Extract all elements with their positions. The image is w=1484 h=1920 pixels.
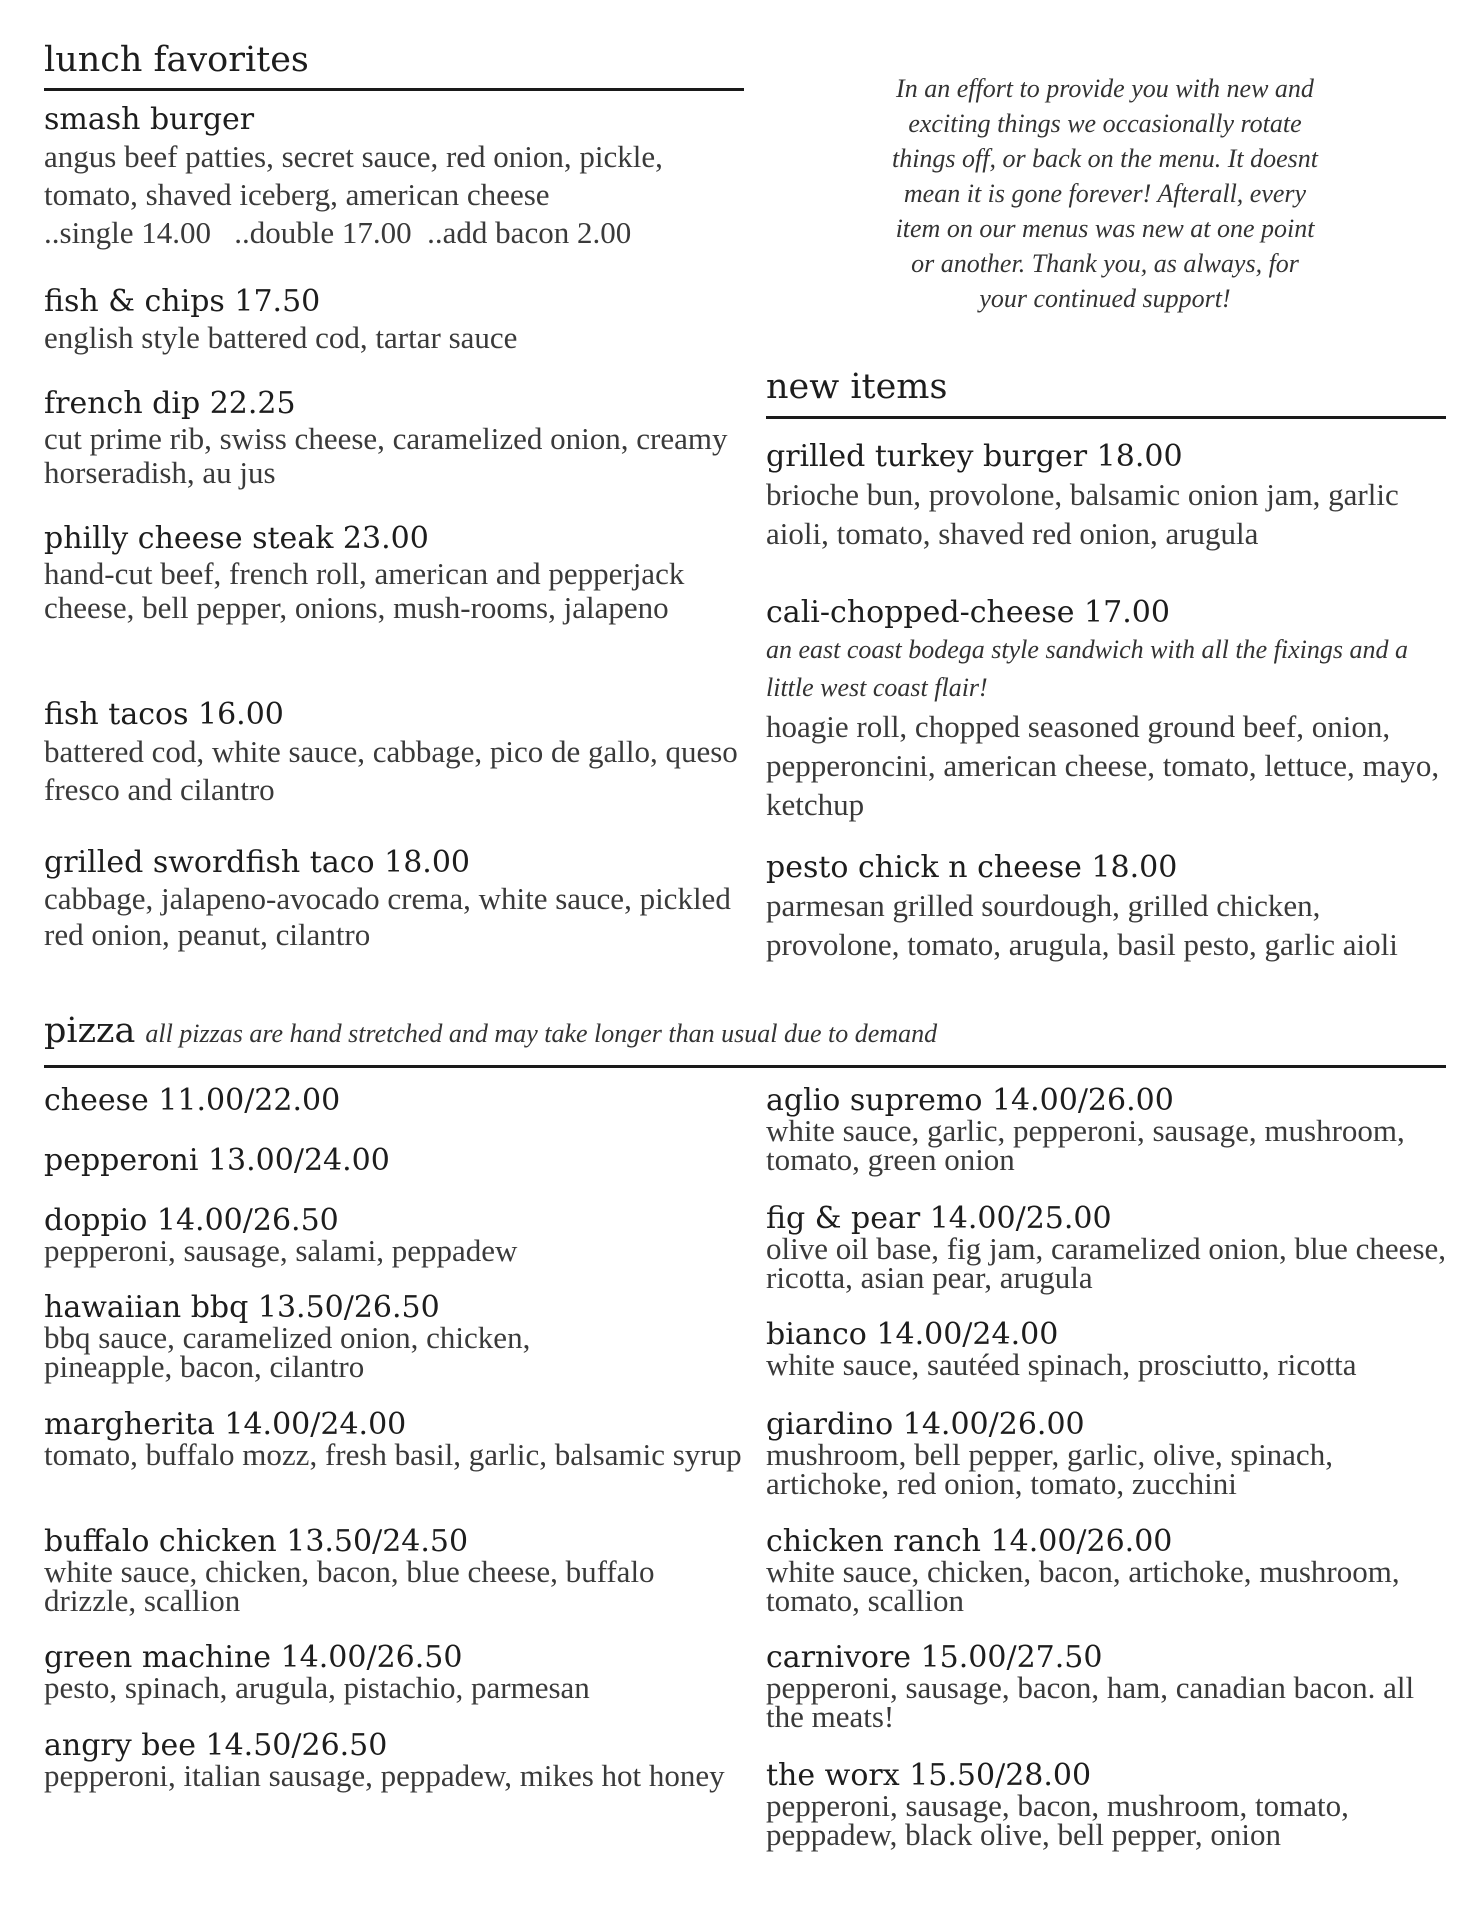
- item-desc: tomato, buffalo mozz, fresh basil, garlic, balsamic syrup: [44, 1437, 742, 1472]
- item-name: french dip 22.25: [44, 386, 296, 421]
- item-desc: hand-cut beef, french roll, american and pepperjack cheese, bell pepper, onions, mush-rooms, jalapeno: [44, 556, 685, 625]
- lunch-title-rule: [44, 88, 744, 91]
- item-desc: pepperoni, italian sausage, peppadew, mikes hot honey: [44, 1758, 725, 1793]
- pizza-item-doppio: [44, 1203, 744, 1268]
- item-desc: parmesan grilled sourdough, grilled chicken, provolone, tomato, arugula, basil pesto, garlic aioli: [766, 888, 1398, 962]
- item-desc: pesto, spinach, arugula, pistachio, parmesan: [44, 1670, 590, 1705]
- item-name: carnivore 15.00/27.50: [766, 1640, 1103, 1675]
- rotation-notice: In an effort to provide you with new and exciting things we occasionally rotate things off, or back on the menu. It doesnt mean it is gone forever! Afterall, every item on our menus was new at one point or another. Thank you, as always, for your continued support!: [891, 74, 1319, 313]
- item-desc: battered cod, white sauce, cabbage, pico de gallo, queso fresco and cilantro: [44, 734, 738, 807]
- pizza-item-giardino: [766, 1407, 1456, 1501]
- pizza-item-bianco: [766, 1317, 1466, 1382]
- menu-item-fish-chips: [44, 284, 744, 356]
- item-name: bianco 14.00/24.00: [766, 1317, 1059, 1352]
- new-items-title-rule: [766, 416, 1446, 419]
- pizza-item-fig-pear: [766, 1201, 1456, 1295]
- menu-item-grilled-turkey-burger: [766, 439, 1456, 553]
- pizza-item-pepperoni: [44, 1143, 744, 1178]
- item-note: an east coast bodega style sandwich with all the fixings and a little west coast flair!: [766, 635, 1409, 702]
- item-desc: angus beef patties, secret sauce, red onion, pickle, tomato, shaved iceberg, american cheese: [44, 139, 663, 212]
- item-prices: ..single 14.00 ..double 17.00 ..add bacon 2.00: [44, 215, 632, 250]
- menu-item-fish-tacos: [44, 697, 744, 809]
- pizza-item-cheese: [44, 1083, 744, 1118]
- pizza-header: [44, 1011, 938, 1051]
- item-desc: white sauce, sautéed spinach, prosciutto, ricotta: [766, 1347, 1357, 1382]
- item-desc: cabbage, jalapeno-avocado crema, white sauce, pickled red onion, peanut, cilantro: [44, 881, 731, 952]
- pizza-item-chicken-ranch: [766, 1524, 1446, 1618]
- item-desc: pepperoni, sausage, salami, peppadew: [44, 1233, 518, 1268]
- pizza-section-title: pizza: [44, 1011, 136, 1051]
- new-items-section-title: new items: [766, 367, 948, 407]
- item-desc: pepperoni, sausage, bacon, mushroom, tomato, peppadew, black olive, bell pepper, onion: [766, 1788, 1349, 1852]
- pizza-item-aglio-supremo: [766, 1083, 1456, 1177]
- item-desc: english style battered cod, tartar sauce: [44, 320, 518, 355]
- item-desc: white sauce, garlic, pepperoni, sausage, mushroom, tomato, green onion: [766, 1113, 1405, 1177]
- item-name: giardino 14.00/26.00: [766, 1407, 1085, 1442]
- menu-item-philly-cheese-steak: [44, 521, 744, 625]
- item-desc: olive oil base, fig jam, caramelized onion, blue cheese, ricotta, asian pear, arugula: [766, 1231, 1447, 1295]
- item-name: cali-chopped-cheese 17.00: [766, 595, 1170, 630]
- pizza-note: all pizzas are hand stretched and may take longer than usual due to demand: [145, 1019, 938, 1048]
- lunch-section-title: lunch favorites: [44, 40, 309, 80]
- item-name: fig & pear 14.00/25.00: [766, 1201, 1112, 1236]
- item-name: green machine 14.00/26.50: [44, 1640, 463, 1675]
- item-name: fish & chips 17.50: [44, 284, 321, 319]
- item-name: philly cheese steak 23.00: [44, 521, 429, 556]
- menu-item-grilled-swordfish-taco: [44, 845, 744, 953]
- item-name: grilled swordfish taco 18.00: [44, 845, 470, 880]
- pizza-item-carnivore: [766, 1640, 1456, 1734]
- item-name: buffalo chicken 13.50/24.50: [44, 1524, 469, 1559]
- pizza-item-angry-bee: [44, 1728, 744, 1793]
- pizza-item-hawaiian-bbq: [44, 1290, 664, 1384]
- pizza-item-margherita: [44, 1407, 744, 1472]
- item-name: fish tacos 16.00: [44, 697, 284, 732]
- item-name: grilled turkey burger 18.00: [766, 439, 1183, 474]
- menu-item-french-dip: [44, 386, 744, 490]
- pizza-item-green-machine: [44, 1640, 744, 1705]
- item-desc: white sauce, chicken, bacon, blue cheese, buffalo drizzle, scallion: [44, 1554, 655, 1618]
- item-desc: pepperoni, sausage, bacon, ham, canadian bacon. all the meats!: [766, 1670, 1415, 1734]
- item-desc: cut prime rib, swiss cheese, caramelized onion, creamy horseradish, au jus: [44, 421, 728, 490]
- item-desc: hoagie roll, chopped seasoned ground beef, onion, pepperoncini, american cheese, tomato, lettuce, mayo, ketchup: [766, 709, 1440, 822]
- item-name: doppio 14.00/26.50: [44, 1203, 339, 1238]
- menu-item-smash-burger: [44, 102, 744, 252]
- item-desc: mushroom, bell pepper, garlic, olive, spinach, artichoke, red onion, tomato, zucchini: [766, 1437, 1333, 1501]
- item-name: angry bee 14.50/26.50: [44, 1728, 388, 1763]
- pizza-item-the-worx: [766, 1758, 1456, 1852]
- item-desc: bbq sauce, caramelized onion, chicken, pineapple, bacon, cilantro: [44, 1320, 531, 1384]
- item-name: aglio supremo 14.00/26.00: [766, 1083, 1174, 1118]
- item-name: smash burger: [44, 102, 255, 137]
- item-desc: brioche bun, provolone, balsamic onion jam, garlic aioli, tomato, shaved red onion, arugula: [766, 477, 1399, 551]
- item-name: pesto chick n cheese 18.00: [766, 850, 1178, 885]
- item-name: hawaiian bbq 13.50/26.50: [44, 1290, 440, 1325]
- pizza-item-buffalo-chicken: [44, 1524, 684, 1618]
- item-name: pepperoni 13.00/24.00: [44, 1143, 390, 1178]
- item-desc: white sauce, chicken, bacon, artichoke, mushroom, tomato, scallion: [766, 1554, 1400, 1618]
- menu-item-pesto-chick-n-cheese: [766, 850, 1456, 964]
- item-name: chicken ranch 14.00/26.00: [766, 1524, 1173, 1559]
- item-name: cheese 11.00/22.00: [44, 1083, 341, 1118]
- pizza-title-rule: [44, 1065, 1446, 1068]
- item-name: the worx 15.50/28.00: [766, 1758, 1092, 1793]
- item-name: margherita 14.00/24.00: [44, 1407, 407, 1442]
- menu-item-cali-chopped-cheese: [766, 595, 1456, 824]
